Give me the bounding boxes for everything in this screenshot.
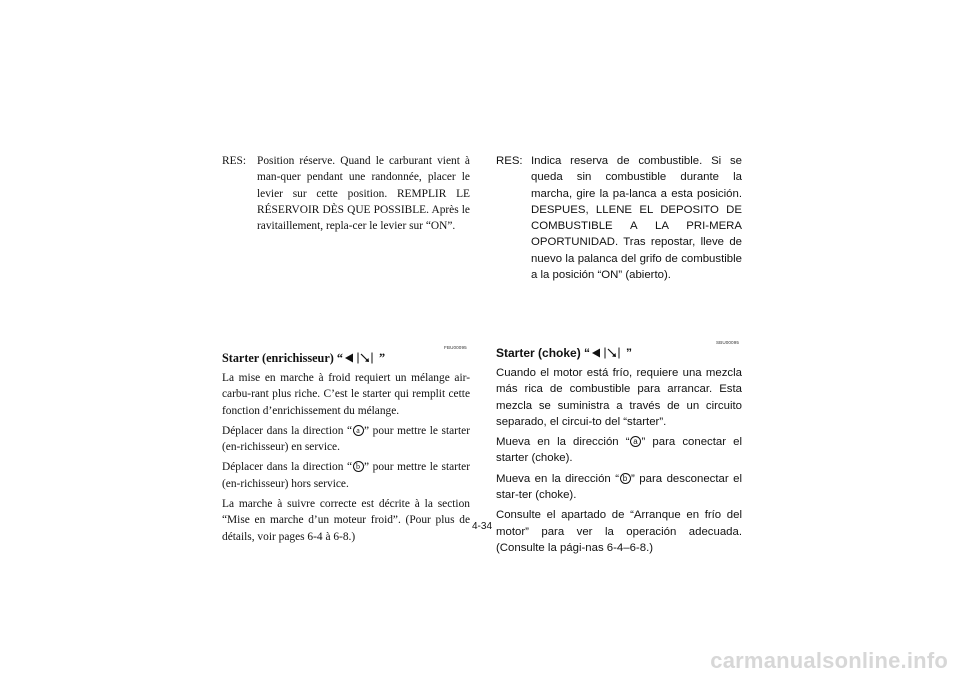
direction-a-marker: a: [630, 436, 641, 447]
spanish-reserve-entry: [496, 153, 742, 283]
spanish-intro-paragraph: Cuando el motor está frío, requiere una mezcla más rica de combustible para arrancar. Esta mezcla se suministra a través de un circuito separado, el circui-to del “starter”.: [496, 367, 742, 428]
spanish-direction-a-paragraph: Mueva en la dirección “ a ” para conectar el starter (choke).: [496, 436, 742, 465]
french-starter-section: [222, 350, 470, 549]
heading-prefix: Starter (enrichisseur) “: [222, 351, 343, 365]
spanish-starter-heading: [496, 345, 742, 362]
spanish-direction-b-paragraph: Mueva en la dirección “ b ” para desconectar el star-ter (choke).: [496, 472, 742, 502]
reserve-term: RES:: [222, 155, 247, 167]
direction-a-marker: a: [353, 425, 364, 436]
spanish-starter-section: [496, 345, 742, 560]
reserve-term: RES:: [496, 155, 523, 167]
reserve-definition: Indica reserva de combustible. Si se queda sin combustible durante la marcha, gire la pa-lanca a esta posición. DESPUES, LLENE EL DEPOSITO DE COMBUSTIBLE A LA PRI-MERA OPORTUNIDAD. Tras repostar, lleve de nuevo la palanca del grifo de combustible a la posición “ON” (abierto).: [531, 155, 742, 282]
reserve-definition: Position réserve. Quand le carburant vient à man-quer pendant une randonnée, placer le levier sur cette position. REMPLIR LE RÉSERVOIR DÈS QUE POSSIBLE. Après le ravitaillement, repla-cer le levier sur “ON”.: [257, 155, 470, 233]
french-reference-paragraph: La marche à suivre correcte est décrite à la section “Mise en marche d’un moteur froid”. (Pour plus de détails, voir pages 6-4 à 6-8.): [222, 498, 470, 543]
french-section-code: FBU00095: [444, 345, 467, 350]
watermark-link[interactable]: carmanualsonline.info: [710, 648, 948, 673]
heading-suffix: ”: [626, 346, 633, 360]
spanish-section-code: SBU00095: [716, 340, 740, 345]
heading-suffix: ”: [378, 351, 386, 365]
direction-b-marker: b: [620, 473, 631, 484]
heading-prefix: Starter (choke) “: [496, 346, 591, 360]
spanish-reference-paragraph: Consulte el apartado de “Arranque en frío del motor” para ver la operación adecuada. (Consulte la pági-nas 6-4–6-8.): [496, 509, 742, 554]
choke-starter-icon: [344, 352, 378, 369]
french-direction-a-paragraph: Déplacer dans la direction “ a ” pour mettre le starter (en-richisseur) en service.: [222, 424, 470, 454]
page-number: 4-34: [471, 521, 492, 532]
choke-starter-icon: [591, 347, 625, 364]
french-starter-heading: [222, 350, 470, 367]
direction-b-marker: b: [353, 461, 364, 472]
french-direction-b-paragraph: Déplacer dans la direction “ b ” pour mettre le starter (en-richisseur) hors service.: [222, 461, 470, 490]
french-intro-paragraph: La mise en marche à froid requiert un mélange air-carbu-rant plus riche. C’est le starter qui remplit cette fonction d’enrichissement du mélange.: [222, 372, 470, 417]
french-reserve-entry: [222, 153, 470, 234]
